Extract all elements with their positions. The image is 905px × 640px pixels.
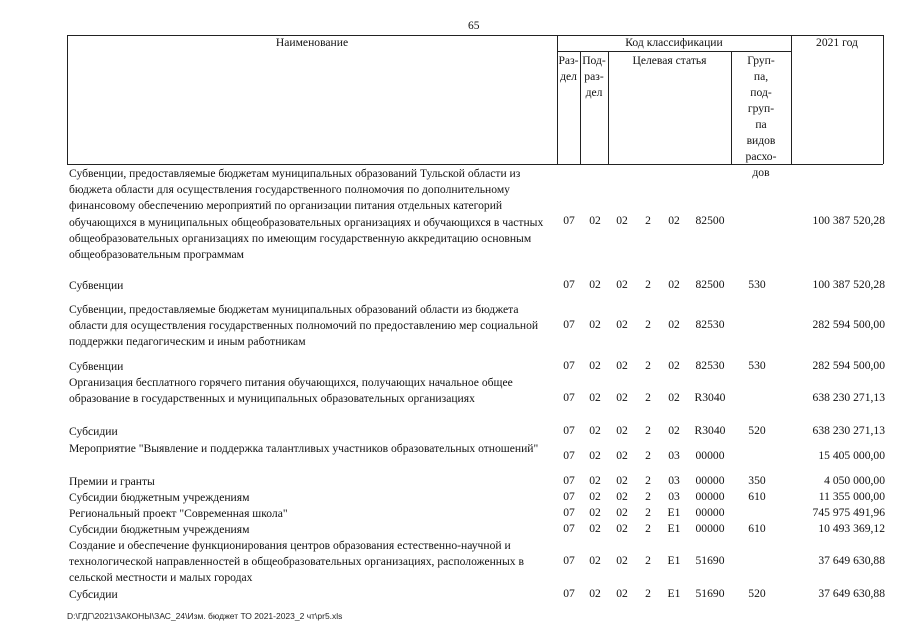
- row-cs1: 02: [616, 278, 628, 291]
- row-cs2: 2: [645, 278, 651, 291]
- row-cs4: 82530: [695, 318, 725, 331]
- row-cs1: 02: [616, 587, 628, 600]
- header-subsection: Под- раз- дел: [582, 54, 606, 99]
- row-cs4: 00000: [695, 506, 725, 519]
- row-cs4: 51690: [695, 587, 725, 600]
- row-cs2: 2: [645, 359, 651, 372]
- row-amount: 37 649 630,88: [818, 587, 885, 600]
- row-cs2: 2: [645, 587, 651, 600]
- row-cs1: 02: [616, 474, 628, 487]
- row-vid: 610: [748, 522, 766, 535]
- row-razdel: 07: [563, 424, 575, 437]
- row-cs3: 03: [668, 474, 680, 487]
- row-cs4: 82500: [695, 278, 725, 291]
- row-cs3: 02: [668, 359, 680, 372]
- row-cs3: 03: [668, 490, 680, 503]
- row-name: Субвенции, предоставляемые бюджетам муниципальных образований области из бюджета области для осуществления государственных полномочий по предоставлению мер социальной поддержки педагогическим и иным работникам: [69, 303, 539, 349]
- row-cs3: 03: [668, 449, 680, 462]
- row-cs3: 02: [668, 214, 680, 227]
- row-name: Субвенции: [69, 360, 124, 373]
- file-path-footer: D:\ГДГ\2021\ЗАКОНЫ\ЗАС_24\Изм. бюджет ТО 2021-2023_2 чт\pr5.xls: [67, 611, 343, 621]
- row-podrazdel: 02: [589, 359, 601, 372]
- row-podrazdel: 02: [589, 522, 601, 535]
- row-cs3: E1: [667, 554, 681, 567]
- row-podrazdel: 02: [589, 391, 601, 404]
- row-razdel: 07: [563, 506, 575, 519]
- row-amount: 37 649 630,88: [818, 554, 885, 567]
- row-name: Субсидии бюджетным учреждениям: [69, 491, 250, 504]
- row-razdel: 07: [563, 318, 575, 331]
- row-vid: 610: [748, 490, 766, 503]
- row-cs4: 51690: [695, 554, 725, 567]
- row-razdel: 07: [563, 359, 575, 372]
- row-vid: 520: [748, 587, 766, 600]
- row-amount: 282 594 500,00: [812, 318, 885, 331]
- header-target: Целевая статья: [632, 54, 707, 67]
- row-razdel: 07: [563, 214, 575, 227]
- row-cs3: 02: [668, 278, 680, 291]
- row-podrazdel: 02: [589, 214, 601, 227]
- row-cs4: 00000: [695, 474, 725, 487]
- row-cs3: E1: [667, 522, 681, 535]
- row-cs3: 02: [668, 424, 680, 437]
- row-amount: 4 050 000,00: [824, 474, 885, 487]
- row-podrazdel: 02: [589, 587, 601, 600]
- row-cs1: 02: [616, 490, 628, 503]
- row-name: Субвенции, предоставляемые бюджетам муниципальных образований Тульской области из бюджета области для осуществления государственного полномочия по дополнительному финансовому обеспечению мероприятий по организации питания отдельных категорий обучающихся в муниципальных общеобразовательных организациях и обучающихся в частных общеобразовательных организациях по имеющим государственную аккредитацию основным общеобразовательным программам: [69, 167, 544, 262]
- row-amount: 282 594 500,00: [812, 359, 885, 372]
- row-podrazdel: 02: [589, 554, 601, 567]
- row-podrazdel: 02: [589, 506, 601, 519]
- row-amount: 100 387 520,28: [812, 214, 885, 227]
- row-podrazdel: 02: [589, 278, 601, 291]
- row-cs1: 02: [616, 318, 628, 331]
- row-cs3: 02: [668, 318, 680, 331]
- row-cs4: 00000: [695, 490, 725, 503]
- row-amount: 100 387 520,28: [812, 278, 885, 291]
- row-podrazdel: 02: [589, 490, 601, 503]
- row-cs1: 02: [616, 424, 628, 437]
- row-cs3: E1: [667, 506, 681, 519]
- row-amount: 638 230 271,13: [812, 424, 885, 437]
- row-podrazdel: 02: [589, 474, 601, 487]
- row-name: Субвенции: [69, 279, 124, 292]
- row-cs4: 00000: [695, 449, 725, 462]
- row-cs1: 02: [616, 214, 628, 227]
- row-razdel: 07: [563, 587, 575, 600]
- row-name: Премии и гранты: [69, 475, 155, 488]
- row-razdel: 07: [563, 554, 575, 567]
- row-cs3: E1: [667, 587, 681, 600]
- page-number: 65: [468, 20, 480, 32]
- row-cs3: 02: [668, 391, 680, 404]
- row-cs2: 2: [645, 474, 651, 487]
- row-name: Региональный проект "Современная школа": [69, 507, 288, 520]
- row-name: Субсидии: [69, 425, 118, 438]
- row-name: Субсидии бюджетным учреждениям: [69, 523, 250, 536]
- row-cs1: 02: [616, 506, 628, 519]
- row-cs2: 2: [645, 424, 651, 437]
- row-razdel: 07: [563, 278, 575, 291]
- row-cs1: 02: [616, 449, 628, 462]
- row-cs2: 2: [645, 490, 651, 503]
- row-amount: 10 493 369,12: [818, 522, 885, 535]
- row-amount: 745 975 491,96: [812, 506, 885, 519]
- row-podrazdel: 02: [589, 424, 601, 437]
- row-name: Создание и обеспечение функционирования центров образования естественно-научной и технологической направленностей в общеобразовательных организациях, расположенных в сельской местности и малых городах: [69, 539, 524, 585]
- row-name: Мероприятие "Выявление и поддержка талантливых участников образовательных отношений": [69, 442, 539, 455]
- header-group: Груп- па, под- груп- па видов расхо- дов: [745, 54, 777, 179]
- row-cs1: 02: [616, 391, 628, 404]
- row-amount: 11 355 000,00: [818, 490, 885, 503]
- row-razdel: 07: [563, 449, 575, 462]
- row-cs2: 2: [645, 318, 651, 331]
- row-name: Субсидии: [69, 588, 118, 601]
- row-razdel: 07: [563, 474, 575, 487]
- row-razdel: 07: [563, 522, 575, 535]
- row-podrazdel: 02: [589, 449, 601, 462]
- row-vid: 530: [748, 359, 766, 372]
- row-vid: 530: [748, 278, 766, 291]
- row-cs2: 2: [645, 449, 651, 462]
- row-cs1: 02: [616, 554, 628, 567]
- row-cs2: 2: [645, 214, 651, 227]
- row-razdel: 07: [563, 490, 575, 503]
- row-podrazdel: 02: [589, 318, 601, 331]
- row-cs2: 2: [645, 391, 651, 404]
- row-cs4: R3040: [694, 391, 726, 404]
- row-name: Организация бесплатного горячего питания обучающихся, получающих начальное общее образование в государственных и муниципальных образовательных организациях: [69, 376, 513, 406]
- header-section: Раз- дел: [558, 54, 579, 83]
- row-amount: 15 405 000,00: [818, 449, 885, 462]
- row-cs4: 82500: [695, 214, 725, 227]
- row-amount: 638 230 271,13: [812, 391, 885, 404]
- row-cs4: 82530: [695, 359, 725, 372]
- row-cs2: 2: [645, 506, 651, 519]
- header-year: 2021 год: [816, 36, 858, 49]
- row-vid: 520: [748, 424, 766, 437]
- row-cs2: 2: [645, 522, 651, 535]
- row-cs4: R3040: [694, 424, 726, 437]
- row-vid: 350: [748, 474, 766, 487]
- row-razdel: 07: [563, 391, 575, 404]
- row-cs1: 02: [616, 522, 628, 535]
- header-name: Наименование: [275, 36, 349, 49]
- header-code-group: Код классификации: [625, 36, 723, 49]
- row-cs2: 2: [645, 554, 651, 567]
- row-cs4: 00000: [695, 522, 725, 535]
- row-cs1: 02: [616, 359, 628, 372]
